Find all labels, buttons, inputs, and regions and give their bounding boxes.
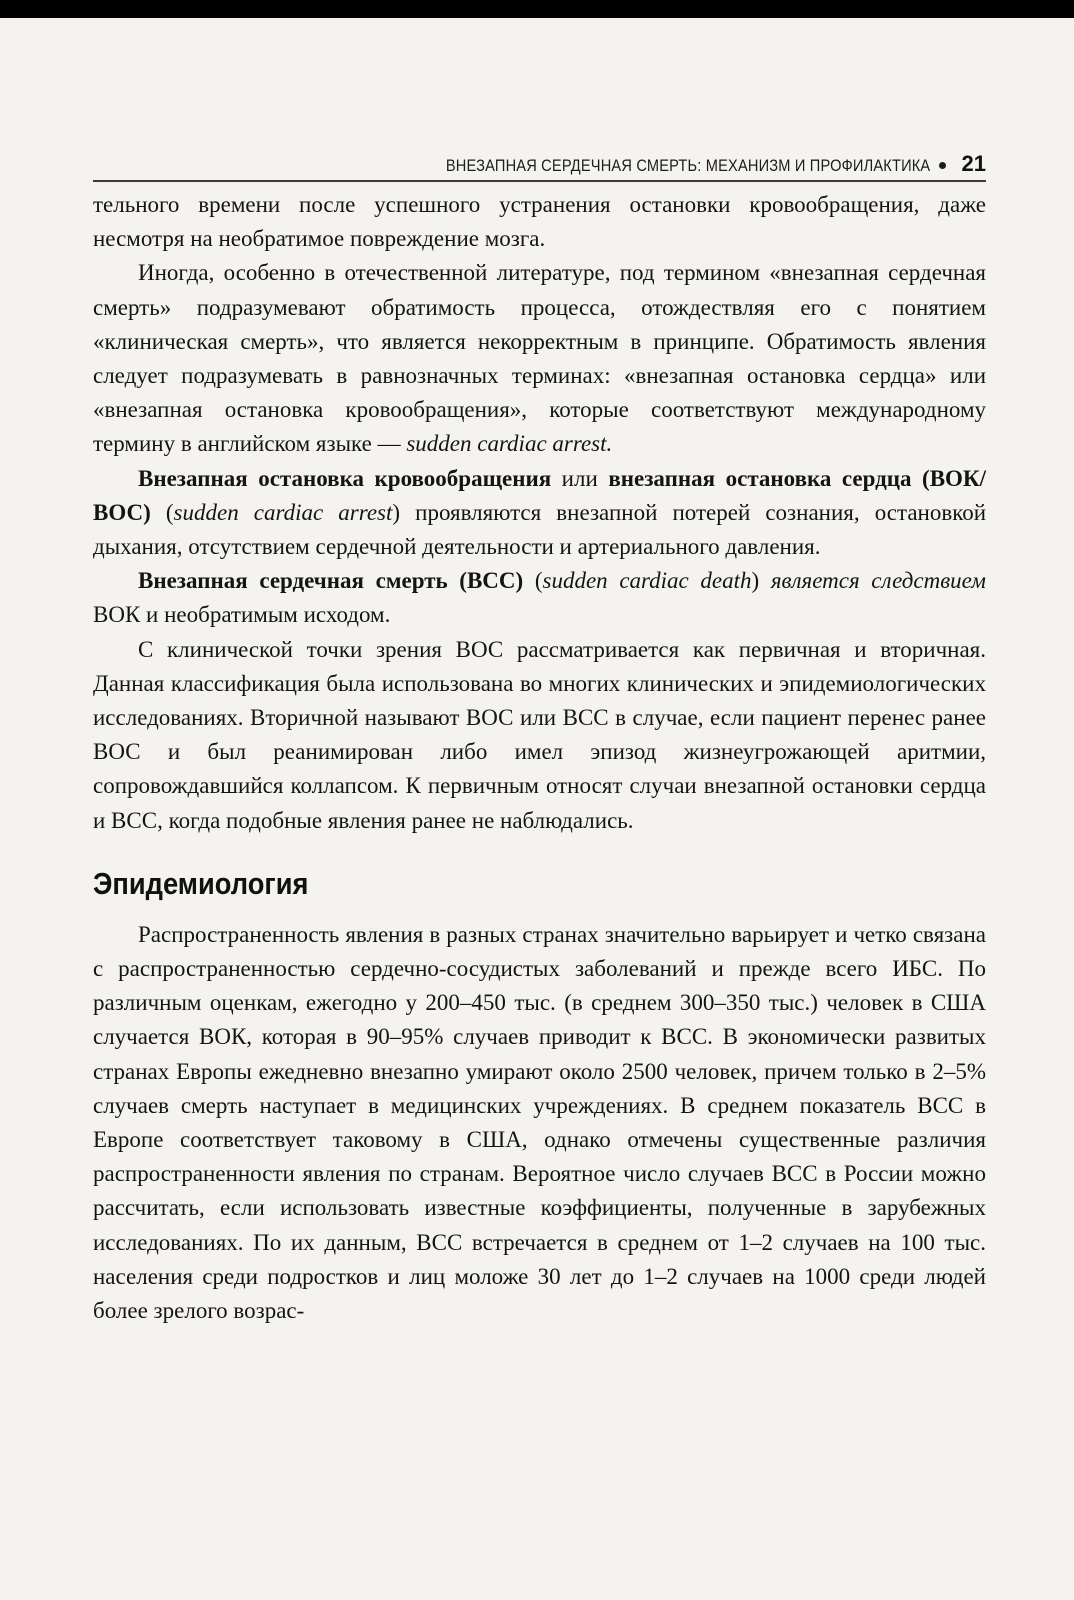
paragraph-text: ) — [751, 568, 771, 594]
paragraph-text: ( — [523, 568, 543, 594]
paragraph-classification — [93, 633, 986, 838]
paragraph-text: С клинической точки зрения ВОС рассматривается как первичная и вторичная. Данная классификация была использована во многих клинических и эпидемиологических исследованиях. Вторичной называют ВОС или ВСС в случае, если пациент перенес ранее ВОС и был реанимирован либо имел эпизод жизнеугрожающей аритмии, сопровождавшийся коллапсом. К первичным относят случаи внезапной остановки сердца и ВСС, когда подобные явления ранее не наблюдались. — [93, 636, 986, 833]
page-number: 21 — [961, 151, 986, 176]
bold-term: Внезапная остановка кровообращения — [138, 465, 552, 491]
italic-emphasis: является следствием — [770, 568, 986, 594]
paragraph-continuation — [93, 188, 986, 256]
running-head-title: ВНЕЗАПНАЯ СЕРДЕЧНАЯ СМЕРТЬ: МЕХАНИЗМ И ПРОФИЛАКТИКА — [445, 156, 930, 175]
bold-term: внезапная остановка сердца (ВОК/ВОС) — [93, 465, 986, 525]
paragraph-text: Распространенность явления в разных странах значительно варьирует и четко связана с распространенностью сердечно-сосудистых заболеваний и прежде всего ИБС. По различным оценкам, ежегодно у 200–450 тыс. (в среднем 300–350 тыс.) человек в США случается ВОК, которая в 90–95% случаев приводит к ВСС. В экономически развитых странах Европы ежедневно внезапно умирают около 2500 человек, причем только в 2–5% случаев смерть наступает в медицинских учреждениях. В среднем показатель ВСС в Европе соответствует таковому в США, однако отмечены существенные различия распространенности явления по странам. Вероятное число случаев ВСС в России можно рассчитать, если использовать известные коэффициенты, полученные в зарубежных исследованиях. По их данным, ВСС встречается в среднем от 1–2 случаев на 100 тыс. населения среди подростков и лиц моложе 30 лет до 1–2 случаев на 1000 среди людей более зрелого возрас- — [93, 921, 986, 1324]
bullet-separator-icon — [939, 162, 946, 169]
running-head — [93, 136, 986, 182]
paragraph-text: Иногда, особенно в отечественной литературе, под термином «внезапная сердечная смерть» подразумевают обратимость процесса, отождествляя его с понятием «клиническая смерть», что является некорректным в принципе. Обратимость явления следует подразумевать в равнозначных терминах: «внезапная остановка сердца» или «внезапная остановка кровообращения», которые соответствуют международному термину в английском языке — — [93, 260, 986, 457]
paragraph-text: ВОК и необратимым исходом. — [93, 602, 391, 628]
paragraph-text: или — [551, 465, 609, 491]
paragraph-epidemiology — [93, 918, 986, 1328]
body-text — [93, 188, 986, 1328]
paragraph-text: тельного времени после успешного устранения остановки кровообращения, даже несмотря на необратимое повреждение мозга. — [93, 192, 986, 252]
paragraph-text: ) проявляются внезапной потерей сознания, остановкой дыхания, отсутствием сердечной деятельности и артериального давления. — [93, 499, 987, 560]
paragraph-definition-death — [93, 564, 986, 632]
english-term: sudden cardiac arrest — [173, 499, 393, 525]
english-term: sudden cardiac death — [542, 568, 752, 594]
english-term: sudden cardiac arrest. — [406, 431, 613, 457]
paragraph-definition-arrest — [93, 462, 986, 565]
bold-term: Внезапная сердечная смерть (ВСС) — [138, 568, 524, 594]
paragraph-text: ( — [150, 499, 174, 525]
book-page — [0, 18, 1074, 1600]
section-heading: Эпидемиология — [93, 865, 309, 901]
paragraph-terminology — [93, 256, 986, 461]
